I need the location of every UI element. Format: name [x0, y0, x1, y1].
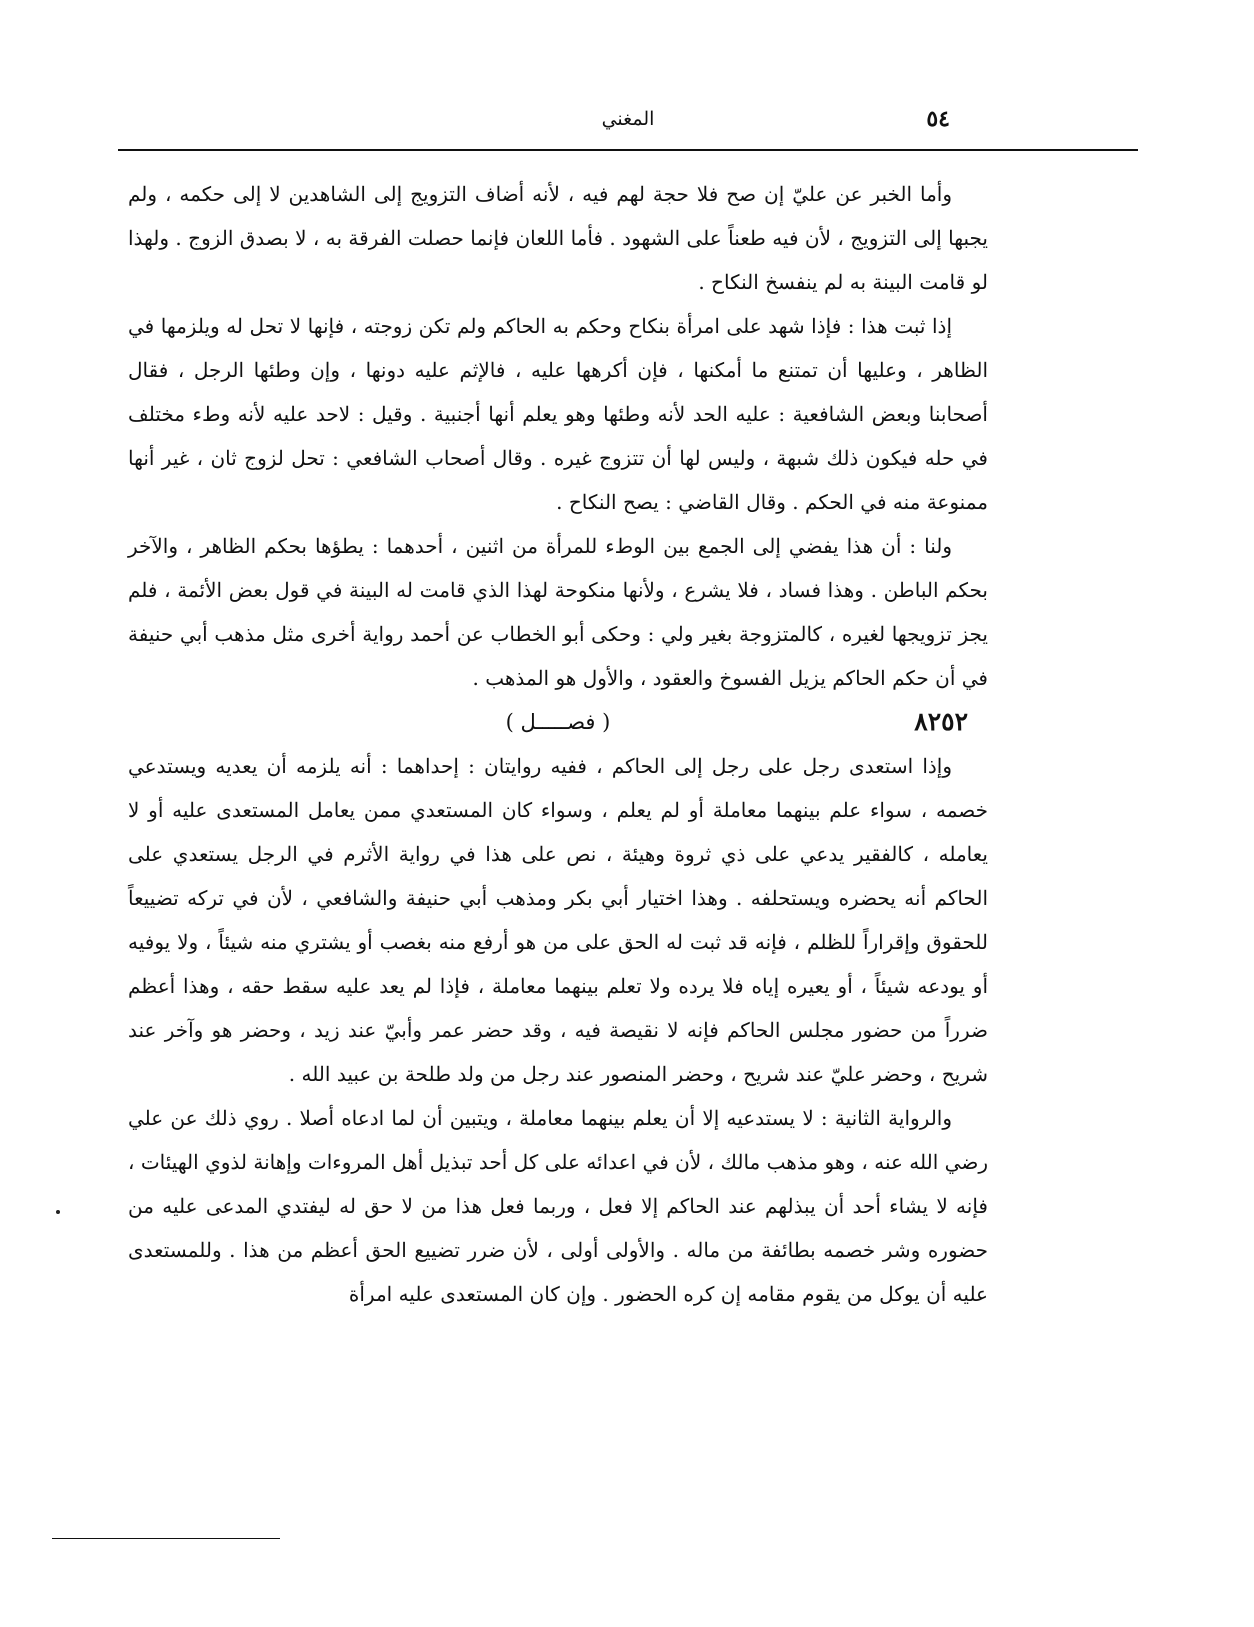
page-number: ٥٤	[926, 106, 950, 132]
section-number: ٨٢٥٢	[914, 707, 968, 736]
section-heading	[128, 700, 988, 744]
header-rule	[118, 149, 1138, 151]
paragraph: إذا ثبت هذا : فإذا شهد على امرأة بنكاح وحكم به الحاكم ولم تكن زوجته ، فإنها لا تحل له ويلزمها في الظاهر ، وعليها أن تمتنع ما أمكنها ، فإن أكرهها عليه ، فالإثم عليه دونها ، وإن وطئها الرجل ، فقال أصحابنا وبعض الشافعية : عليه الحد لأنه وطئها وهو يعلم أنها أجنبية . وقيل : لاحد عليه لأنه وطء مختلف في حله فيكون ذلك شبهة ، وليس لها أن تتزوج غيره . وقال أصحاب الشافعي : تحل لزوج ثان ، غير أنها ممنوعة منه في الحكم . وقال القاضي : يصح النكاح .	[128, 314, 988, 514]
page-header	[118, 100, 1138, 148]
margin-mark	[56, 1210, 60, 1214]
paragraph: وأما الخبر عن عليّ إن صح فلا حجة لهم فيه ، لأنه أضاف التزويج إلى الشاهدين لا إلى حكمه ، ولم يجبها إلى التزويج ، لأن فيه طعناً على الشهود . فأما اللعان فإنما حصلت الفرقة به ، لا بصدق الزوج . ولهذا لو قامت البينة به لم ينفسخ النكاح .	[128, 182, 988, 294]
paragraph: ولنا : أن هذا يفضي إلى الجمع بين الوطء للمرأة من اثنين ، أحدهما : يطؤها بحكم الظاهر ، والآخر بحكم الباطن . وهذا فساد ، فلا يشرع ، ولأنها منكوحة لهذا الذي قامت له البينة في قول بعض الأئمة ، فلم يجز تزويجها لغيره ، كالمتزوجة بغير ولي : وحكى أبو الخطاب عن أحمد رواية أخرى مثل مذهب أبي حنيفة في أن حكم الحاكم يزيل الفسوخ والعقود ، والأول هو المذهب .	[128, 534, 988, 690]
paragraph: والرواية الثانية : لا يستدعيه إلا أن يعلم بينهما معاملة ، ويتبين أن لما ادعاه أصلا . روي ذلك عن علي رضي الله عنه ، وهو مذهب مالك ، لأن في اعدائه على كل أحد تبذيل أهل المروءات وإهانة لذوي الهيئات ، فإنه لا يشاء أحد أن يبذلهم عند الحاكم إلا فعل ، وربما فعل هذا من لا حق له ليفتدي المدعى عليه من حضوره وشر خصمه بطائفة من ماله . والأولى أولى ، لأن ضرر تضييع الحق أعظم من هذا . وللمستعدى عليه أن يوكل من يقوم مقامه إن كره الحضور . وإن كان المستعدى عليه امرأة	[128, 1106, 988, 1306]
body-text	[128, 172, 988, 1316]
section-title: ( فصـــــل )	[505, 710, 611, 734]
footnote-rule	[52, 1538, 280, 1539]
book-title: المغني	[601, 108, 655, 130]
paragraph: وإذا استعدى رجل على رجل إلى الحاكم ، ففيه روايتان : إحداهما : أنه يلزمه أن يعديه ويستدعي خصمه ، سواء علم بينهما معاملة أو لم يعلم ، وسواء كان المستعدي ممن يعامل المستعدى عليه أو لا يعامله ، كالفقير يدعي على ذي ثروة وهيئة ، نص على هذا في رواية الأثرم في الرجل يستعدي على الحاكم أنه يحضره ويستحلفه . وهذا اختيار أبي بكر ومذهب أبي حنيفة والشافعي ، لأن في تركه تضييعاً للحقوق وإقراراً للظلم ، فإنه قد ثبت له الحق على من هو أرفع منه بغصب أو يشتري منه شيئاً ، ولا يوفيه أو يودعه شيئاً ، أو يعيره إياه فلا يرده ولا تعلم بينهما معاملة ، فإذا لم يعد عليه سقط حقه ، وهذا أعظم ضرراً من حضور مجلس الحاكم فإنه لا نقيصة فيه ، وقد حضر عمر وأبيّ عند زيد ، وحضر هو وآخر عند شريح ، وحضر عليّ عند شريح ، وحضر المنصور عند رجل من ولد طلحة بن عبيد الله .	[128, 754, 988, 1086]
